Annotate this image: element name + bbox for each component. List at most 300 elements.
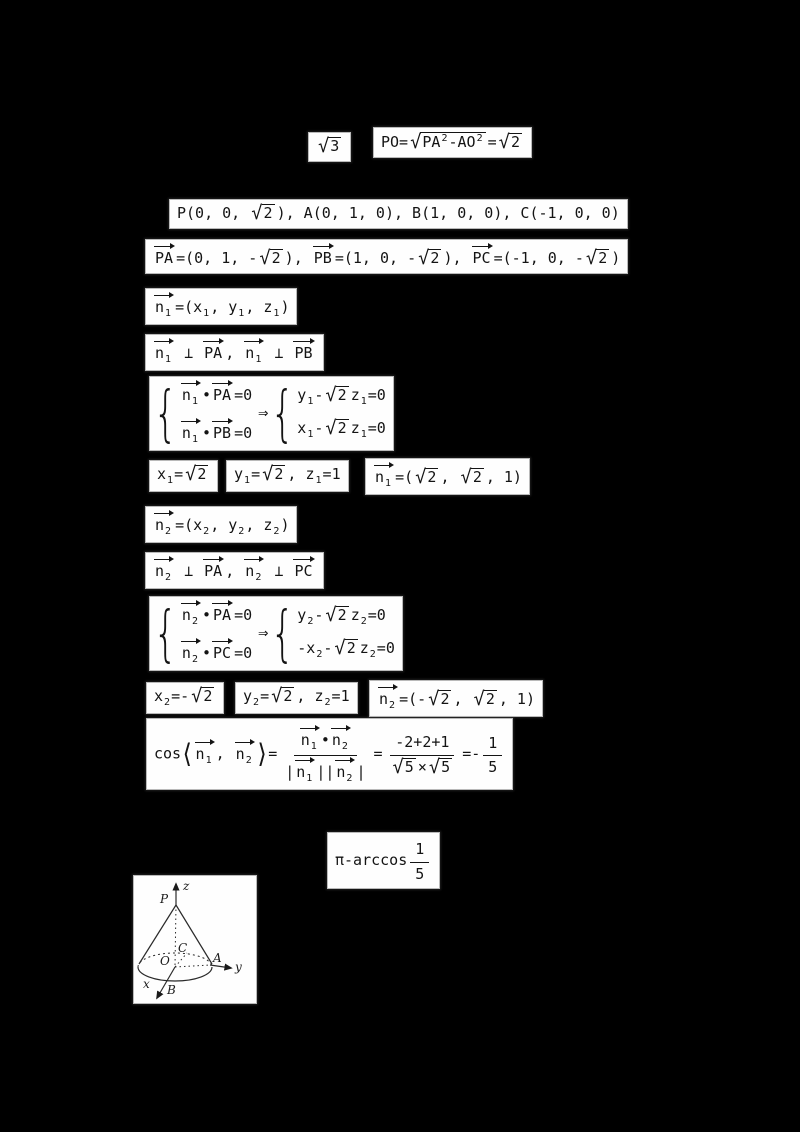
math-text: 2 [283, 687, 293, 705]
vector-body [379, 690, 396, 711]
eq-points [170, 200, 627, 228]
axis-po-dashed [175, 905, 176, 966]
radicand [336, 386, 349, 404]
radical [191, 687, 214, 707]
vector [314, 245, 332, 269]
eq-vectors [146, 240, 627, 273]
math-text: =1 [322, 465, 341, 483]
math-text: n [181, 424, 191, 442]
math-text: -AO [448, 133, 476, 151]
radical [251, 204, 274, 224]
radical-sign-icon: √ [325, 385, 336, 406]
math-text: cos [154, 744, 182, 763]
numerator [294, 723, 357, 756]
eq-n1-perp [146, 335, 323, 370]
math-text: =0 [367, 606, 386, 624]
eq-n2-perp [146, 553, 323, 588]
math-text: PA [204, 562, 223, 580]
vector-arrow-head-icon [310, 338, 315, 344]
subscript: 1 [238, 308, 245, 319]
vector [204, 340, 222, 364]
radical-sign-icon: √ [262, 464, 273, 485]
vector [236, 741, 253, 767]
radicand [420, 132, 485, 151]
radical-sign-icon: √ [271, 686, 282, 707]
subscript: 1 [203, 308, 210, 319]
math-text: , z [245, 298, 273, 316]
math-text: =(x [175, 516, 203, 534]
math-text: = [251, 465, 261, 483]
vector [296, 759, 313, 785]
cases-rows [293, 606, 395, 661]
math-text: PA [422, 133, 441, 151]
math-text: n [336, 763, 346, 781]
subscript: 1 [385, 478, 392, 489]
subscript: 2 [369, 649, 376, 660]
math-text: =(- [399, 690, 427, 708]
vector [213, 640, 231, 664]
math-text: =0 [234, 606, 253, 624]
vector [155, 512, 172, 538]
subscript: 2 [273, 526, 280, 537]
vector [182, 420, 199, 446]
math-text: z [350, 419, 360, 437]
vector-arrow-line [212, 641, 229, 642]
subscript: 2 [389, 700, 396, 711]
vector-arrow-line [154, 559, 170, 560]
math-text: n [195, 744, 205, 763]
math-text: ) [280, 516, 290, 534]
angle-bracket: ⟨ [180, 738, 195, 769]
math-text: PA [204, 344, 223, 362]
math-text: PB [313, 249, 332, 267]
point-label-B: B [167, 983, 176, 997]
radical-sign-icon: √ [418, 248, 429, 269]
cases-row [297, 639, 395, 661]
vector-body [245, 562, 262, 583]
eq-n1-val [366, 459, 529, 494]
radical-sign-icon: √ [191, 686, 202, 707]
subscript: 1 [205, 754, 212, 766]
radicand [281, 687, 294, 705]
fraction [410, 837, 429, 884]
eq-n2-def [146, 507, 296, 542]
vector-body [336, 763, 353, 784]
segment-oc-dashed [175, 953, 187, 967]
eq-n2-val [370, 681, 542, 716]
math-text: PC [213, 644, 232, 662]
radical [410, 132, 486, 153]
subscript: 1 [255, 354, 262, 365]
math-text: =0 [234, 424, 253, 442]
vector-body [181, 644, 199, 665]
math-text: PC [472, 249, 491, 267]
math-text: ) [280, 298, 290, 316]
radius-oa-dashed [175, 965, 210, 967]
radicand [428, 249, 441, 267]
subscript: 1 [306, 773, 313, 784]
math-text: =- [462, 744, 481, 763]
fraction [483, 731, 502, 778]
radicand [484, 690, 497, 708]
subscript: 1 [191, 396, 198, 407]
math-text: 1 [415, 840, 425, 858]
vector-arrow-line [181, 383, 197, 384]
math-text: 2 [440, 690, 450, 708]
math-text: = [487, 133, 497, 151]
left-brace-icon: { [153, 377, 178, 450]
math-text: n [235, 744, 245, 763]
denominator [280, 756, 370, 785]
vector-arrow-line [293, 341, 310, 342]
radicand [270, 249, 283, 267]
vector-arrow-head-icon [315, 725, 320, 731]
vector-arrow-head-icon [350, 757, 355, 763]
vector-body [213, 606, 231, 624]
math-text: 5 [441, 757, 451, 776]
math-text: x [297, 419, 307, 437]
radical [586, 249, 609, 269]
subscript: 2 [253, 697, 260, 708]
math-text: 2 [197, 465, 207, 483]
subscript: 1 [315, 475, 322, 486]
math-text: • [201, 424, 211, 442]
y-axis-line [210, 965, 231, 968]
subscript: 2 [307, 616, 314, 627]
math-text: ⊥ [265, 344, 293, 362]
vector-arrow-head-icon [228, 380, 233, 386]
math-text: 3 [330, 137, 340, 155]
vector-arrow-head-icon [169, 338, 174, 344]
vector-arrow-head-icon [196, 600, 201, 606]
radical-sign-icon: √ [498, 132, 509, 153]
math-text: ⊥ [175, 562, 203, 580]
radical-sign-icon: √ [415, 467, 426, 488]
subscript: 1 [165, 354, 172, 365]
math-text: • [320, 731, 330, 749]
math-text: || [316, 763, 335, 781]
radical-sign-icon: √ [460, 467, 471, 488]
eq-cos [147, 719, 512, 789]
vector-arrow-line [374, 465, 390, 466]
subscript: 2 [245, 754, 252, 766]
eq-system1 [150, 377, 393, 450]
vector-body [181, 606, 199, 627]
math-text: ⊥ [265, 562, 293, 580]
eq-x2 [147, 683, 223, 713]
math-text: , 1) [498, 690, 535, 708]
vector-arrow-head-icon [228, 600, 233, 606]
math-text: n [245, 562, 255, 580]
math-text: | [285, 763, 295, 781]
subscript: 2 [238, 526, 245, 537]
subscript: 1 [310, 741, 317, 752]
math-text: n [181, 606, 191, 624]
math-text: -2+2+1 [395, 733, 450, 752]
radicand [471, 468, 484, 486]
vector-arrow-line [203, 559, 220, 560]
vector-arrow-line [472, 246, 489, 247]
cases-row [180, 381, 252, 408]
superscript: 2 [441, 133, 448, 144]
math-text: n [379, 690, 389, 708]
vector [294, 558, 312, 582]
vector [379, 686, 396, 712]
angle-bracket: ⟩ [254, 738, 270, 769]
vector-arrow-head-icon [219, 338, 224, 344]
radical-sign-icon: √ [334, 638, 345, 659]
subscript: 2 [324, 697, 331, 708]
math-text: , [225, 562, 244, 580]
cases-group [270, 597, 395, 670]
math-text: , z [245, 516, 273, 534]
vector-arrow-line [293, 559, 310, 560]
math-text: =0 [367, 386, 386, 404]
subscript: 1 [167, 475, 174, 486]
vector-arrow-line [212, 383, 229, 384]
vector-body [195, 744, 213, 766]
vector-body [155, 344, 172, 365]
cases-row [180, 639, 252, 666]
eq-system2 [150, 597, 402, 670]
math-text: = [268, 744, 278, 763]
vector [245, 558, 262, 584]
radical [262, 465, 285, 485]
subscript: 2 [191, 616, 198, 627]
math-text: 2 [203, 687, 213, 705]
math-text: | [356, 763, 366, 781]
radicand [201, 687, 214, 705]
vector-arrow-line [212, 421, 229, 422]
math-text: =( [395, 468, 414, 486]
math-text: 5 [415, 864, 425, 883]
vector-body [204, 344, 222, 362]
vector-arrow-line [244, 559, 260, 560]
vector-body [155, 516, 172, 537]
math-text: - [314, 606, 324, 624]
radical [325, 606, 348, 626]
denominator [410, 863, 429, 885]
vector-arrow-head-icon [169, 510, 174, 516]
math-text: =(1, 0, - [334, 249, 417, 267]
vector-body [155, 249, 173, 267]
math-text: PA [213, 386, 232, 404]
math-text: , y [210, 298, 238, 316]
radical-sign-icon: √ [585, 248, 597, 269]
vector-body [473, 249, 491, 267]
radicand [336, 606, 349, 624]
radicand [345, 639, 358, 657]
math-text: 2 [346, 639, 356, 657]
math-text: • [201, 386, 211, 404]
radical [325, 419, 348, 439]
math-text: 2 [337, 419, 347, 437]
vector-arrow-head-icon [329, 243, 334, 249]
cases-group [153, 377, 253, 450]
numerator [410, 837, 429, 863]
math-text: =0 [376, 639, 395, 657]
math-text: 5 [404, 757, 414, 776]
radical [499, 133, 522, 153]
radical [415, 468, 438, 488]
math-text: , [215, 744, 234, 763]
vector [301, 727, 318, 753]
radical-sign-icon: √ [473, 689, 484, 710]
math-text: ) [611, 249, 621, 267]
vector-arrow-head-icon [196, 380, 201, 386]
radical [418, 249, 441, 269]
vector-body [181, 386, 199, 407]
vector-arrow-head-icon [219, 556, 224, 562]
math-text: 2 [263, 204, 273, 222]
cases-row [297, 386, 386, 408]
math-text: × [417, 757, 427, 776]
math-text: z [350, 386, 360, 404]
left-brace-icon: { [270, 597, 295, 670]
cases-rows [293, 386, 386, 441]
cases-row [297, 606, 386, 628]
vector-arrow-line [313, 246, 330, 247]
vector-arrow-head-icon [228, 638, 233, 644]
vector-arrow-head-icon [259, 338, 264, 344]
math-text: n [181, 386, 191, 404]
math-text: ), [443, 249, 471, 267]
vector-arrow-head-icon [169, 292, 174, 298]
vector-body [204, 562, 222, 580]
math-text: 2 [271, 249, 281, 267]
vector-arrow-line [203, 341, 220, 342]
vector [196, 741, 213, 767]
vector-body [213, 424, 231, 442]
radical [428, 690, 451, 710]
math-text: =0 [367, 419, 386, 437]
vector [336, 759, 353, 785]
vector-body [294, 562, 312, 580]
implies-arrow-icon: ⇒ [258, 623, 269, 644]
fraction [386, 730, 460, 777]
vector-body [294, 344, 312, 362]
vector-arrow-head-icon [228, 418, 233, 424]
radical [334, 639, 357, 659]
radicand [272, 465, 285, 483]
numerator [483, 731, 502, 757]
eq-po [374, 128, 531, 157]
vector-arrow-head-icon [210, 739, 215, 745]
math-text: • [201, 606, 211, 624]
axis-label-x: x [143, 977, 150, 991]
math-text: , [453, 690, 472, 708]
radical-sign-icon: √ [325, 605, 336, 626]
vector-body [155, 562, 172, 583]
subscript: 2 [165, 572, 172, 583]
math-text: -x [297, 639, 316, 657]
math-text: 2 [427, 468, 437, 486]
eq-y1z1 [227, 461, 348, 491]
subscript: 2 [165, 526, 172, 537]
radical-sign-icon: √ [318, 136, 329, 157]
denominator [386, 756, 460, 778]
math-text: z [350, 606, 360, 624]
math-text: ), A(0, 1, 0), B(1, 0, 0), C(-1, 0, 0) [276, 204, 620, 222]
subscript: 2 [164, 697, 171, 708]
radical [461, 468, 484, 488]
vector [213, 420, 231, 444]
math-text: 2 [472, 468, 482, 486]
math-text: n [181, 644, 191, 662]
vector-arrow-line [154, 295, 170, 296]
math-text: =0 [234, 386, 253, 404]
math-text: 2 [430, 249, 440, 267]
vector-arrow-line [181, 641, 197, 642]
subscript: 1 [273, 308, 280, 319]
math-text: • [201, 644, 211, 662]
vector-body [213, 386, 231, 404]
cone-diagram [134, 876, 256, 1003]
math-text: , y [210, 516, 238, 534]
vector-body [181, 424, 199, 445]
math-text: n [300, 731, 310, 749]
radical-sign-icon: √ [259, 248, 270, 269]
radical-sign-icon: √ [428, 689, 439, 710]
vector [213, 602, 231, 626]
vector-arrow-head-icon [169, 556, 174, 562]
math-text: =(-1, 0, - [493, 249, 584, 267]
subscript: 1 [307, 429, 314, 440]
subscript: 2 [203, 526, 210, 537]
radical-sign-icon: √ [392, 756, 403, 778]
math-text: n [155, 298, 165, 316]
vector-arrow-head-icon [310, 556, 315, 562]
radical-sign-icon: √ [251, 203, 262, 224]
vector-body [300, 731, 318, 752]
math-text: 1 [488, 733, 498, 752]
radical [393, 758, 416, 778]
cone-left-edge [139, 905, 176, 964]
left-brace-icon: { [153, 597, 178, 670]
eq-sqrt3 [309, 133, 350, 161]
radicand [262, 204, 275, 222]
subscript: 1 [244, 475, 251, 486]
radicand [328, 137, 341, 155]
math-text: n [155, 562, 165, 580]
cases-group [270, 377, 386, 450]
point-label-C: C [178, 941, 188, 955]
vector [182, 640, 199, 666]
math-text: =1 [331, 687, 350, 705]
math-text: =0 [234, 644, 253, 662]
eq-y2z2 [236, 683, 357, 713]
vector [245, 340, 262, 366]
cases-row [297, 419, 386, 441]
implies-arrow-icon: ⇒ [258, 403, 269, 424]
axis-label-y: y [235, 960, 242, 974]
figure-cone [134, 876, 256, 1003]
math-text: n [155, 344, 165, 362]
vector-arrow-head-icon [393, 684, 398, 690]
point-label-A: A [213, 951, 222, 965]
vector [204, 558, 222, 582]
math-text: y [243, 687, 253, 705]
math-text: PB [213, 424, 232, 442]
vector-body [375, 468, 392, 489]
vector [182, 382, 199, 408]
vector-body [331, 731, 349, 752]
subscript: 2 [346, 773, 353, 784]
eq-n1-def [146, 289, 296, 324]
vector-arrow-line [335, 760, 351, 761]
vector-arrow-head-icon [196, 638, 201, 644]
vector-arrow-line [212, 603, 229, 604]
